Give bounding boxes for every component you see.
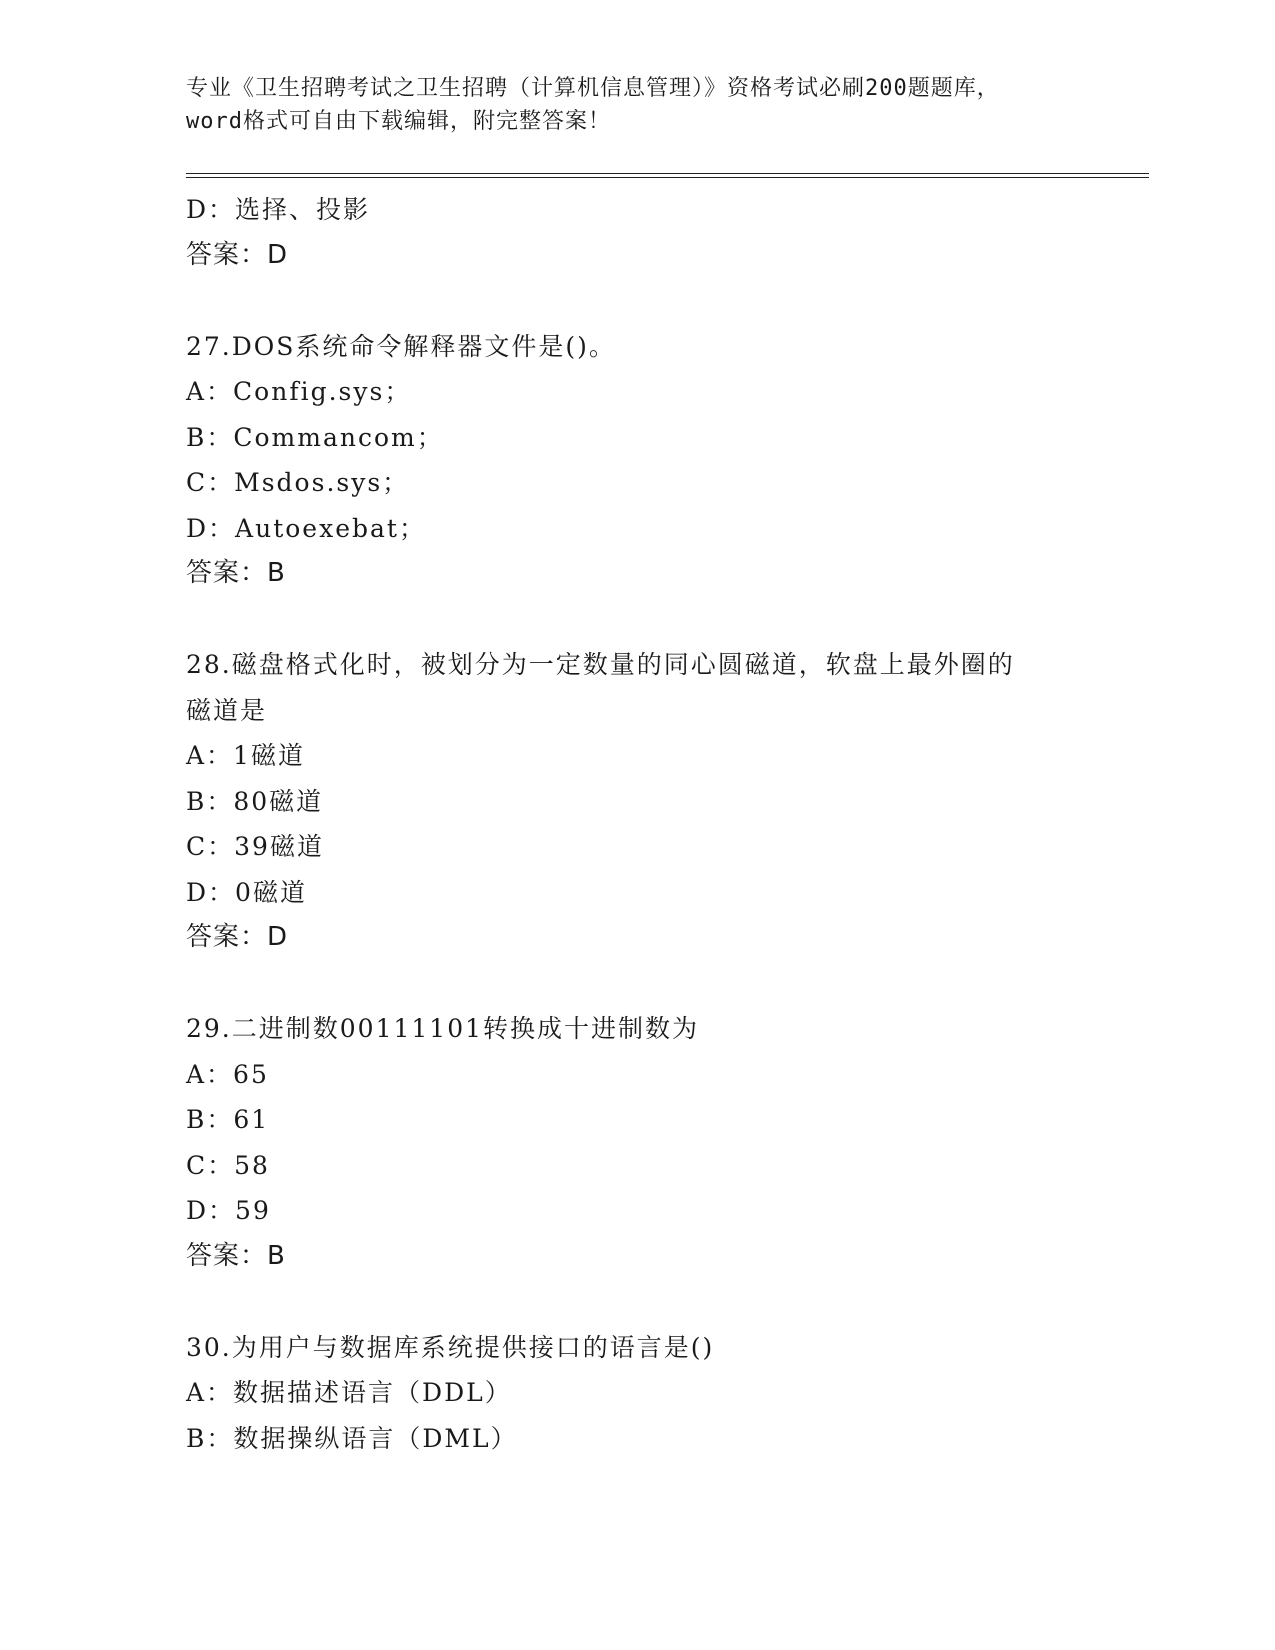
answer-line: 答案：D	[186, 239, 289, 270]
option-c: C：39磁道	[186, 832, 324, 861]
option-d: D：Autoexebat；	[186, 513, 426, 543]
option-b: B：数据操纵语言（DML）	[186, 1423, 518, 1453]
question-30	[186, 1325, 1086, 1462]
question-stem: 29.二进制数00111101转换成十进制数为	[186, 1014, 700, 1043]
header-title-line-2: word格式可自由下载编辑，附完整答案！	[186, 109, 611, 134]
option-b: B：61	[186, 1105, 270, 1134]
question-stem: 30.为用户与数据库系统提供接口的语言是()	[186, 1332, 715, 1362]
question-26-fragment	[186, 187, 1086, 278]
question-stem-line-1: 28.磁盘格式化时，被划分为一定数量的同心圆磁道，软盘上最外圈的	[186, 650, 1015, 679]
header-rule-bottom	[186, 177, 1149, 178]
option-c: C：58	[186, 1150, 270, 1180]
option-b: B：Commancom；	[186, 422, 444, 452]
option-d: D：59	[186, 1196, 271, 1225]
document-header	[186, 72, 1086, 138]
option-d: D：选择、投影	[186, 195, 371, 224]
header-title-line-1: 专业《卫生招聘考试之卫生招聘（计算机信息管理）》资格考试必刷200题题库，	[186, 76, 1000, 101]
question-27	[186, 324, 1086, 597]
answer-line: 答案：D	[186, 922, 289, 952]
option-b: B：80磁道	[186, 786, 324, 816]
question-stem: 27.DOS系统命令解释器文件是()。	[186, 331, 616, 361]
answer-line: 答案：B	[186, 558, 286, 588]
option-a: A：1磁道	[186, 741, 305, 770]
question-list	[186, 187, 1086, 1461]
option-a: A：数据描述语言（DDL）	[186, 1378, 512, 1407]
option-c: C：Msdos.sys；	[186, 468, 410, 497]
option-a: A：Config.sys；	[186, 377, 412, 406]
option-a: A：65	[186, 1059, 269, 1089]
question-28	[186, 642, 1086, 961]
answer-line: 答案：B	[186, 1240, 286, 1271]
option-d: D：0磁道	[186, 877, 307, 907]
question-stem-line-2: 磁道是	[186, 695, 268, 725]
question-29	[186, 1006, 1086, 1279]
header-rule-top	[186, 173, 1149, 174]
